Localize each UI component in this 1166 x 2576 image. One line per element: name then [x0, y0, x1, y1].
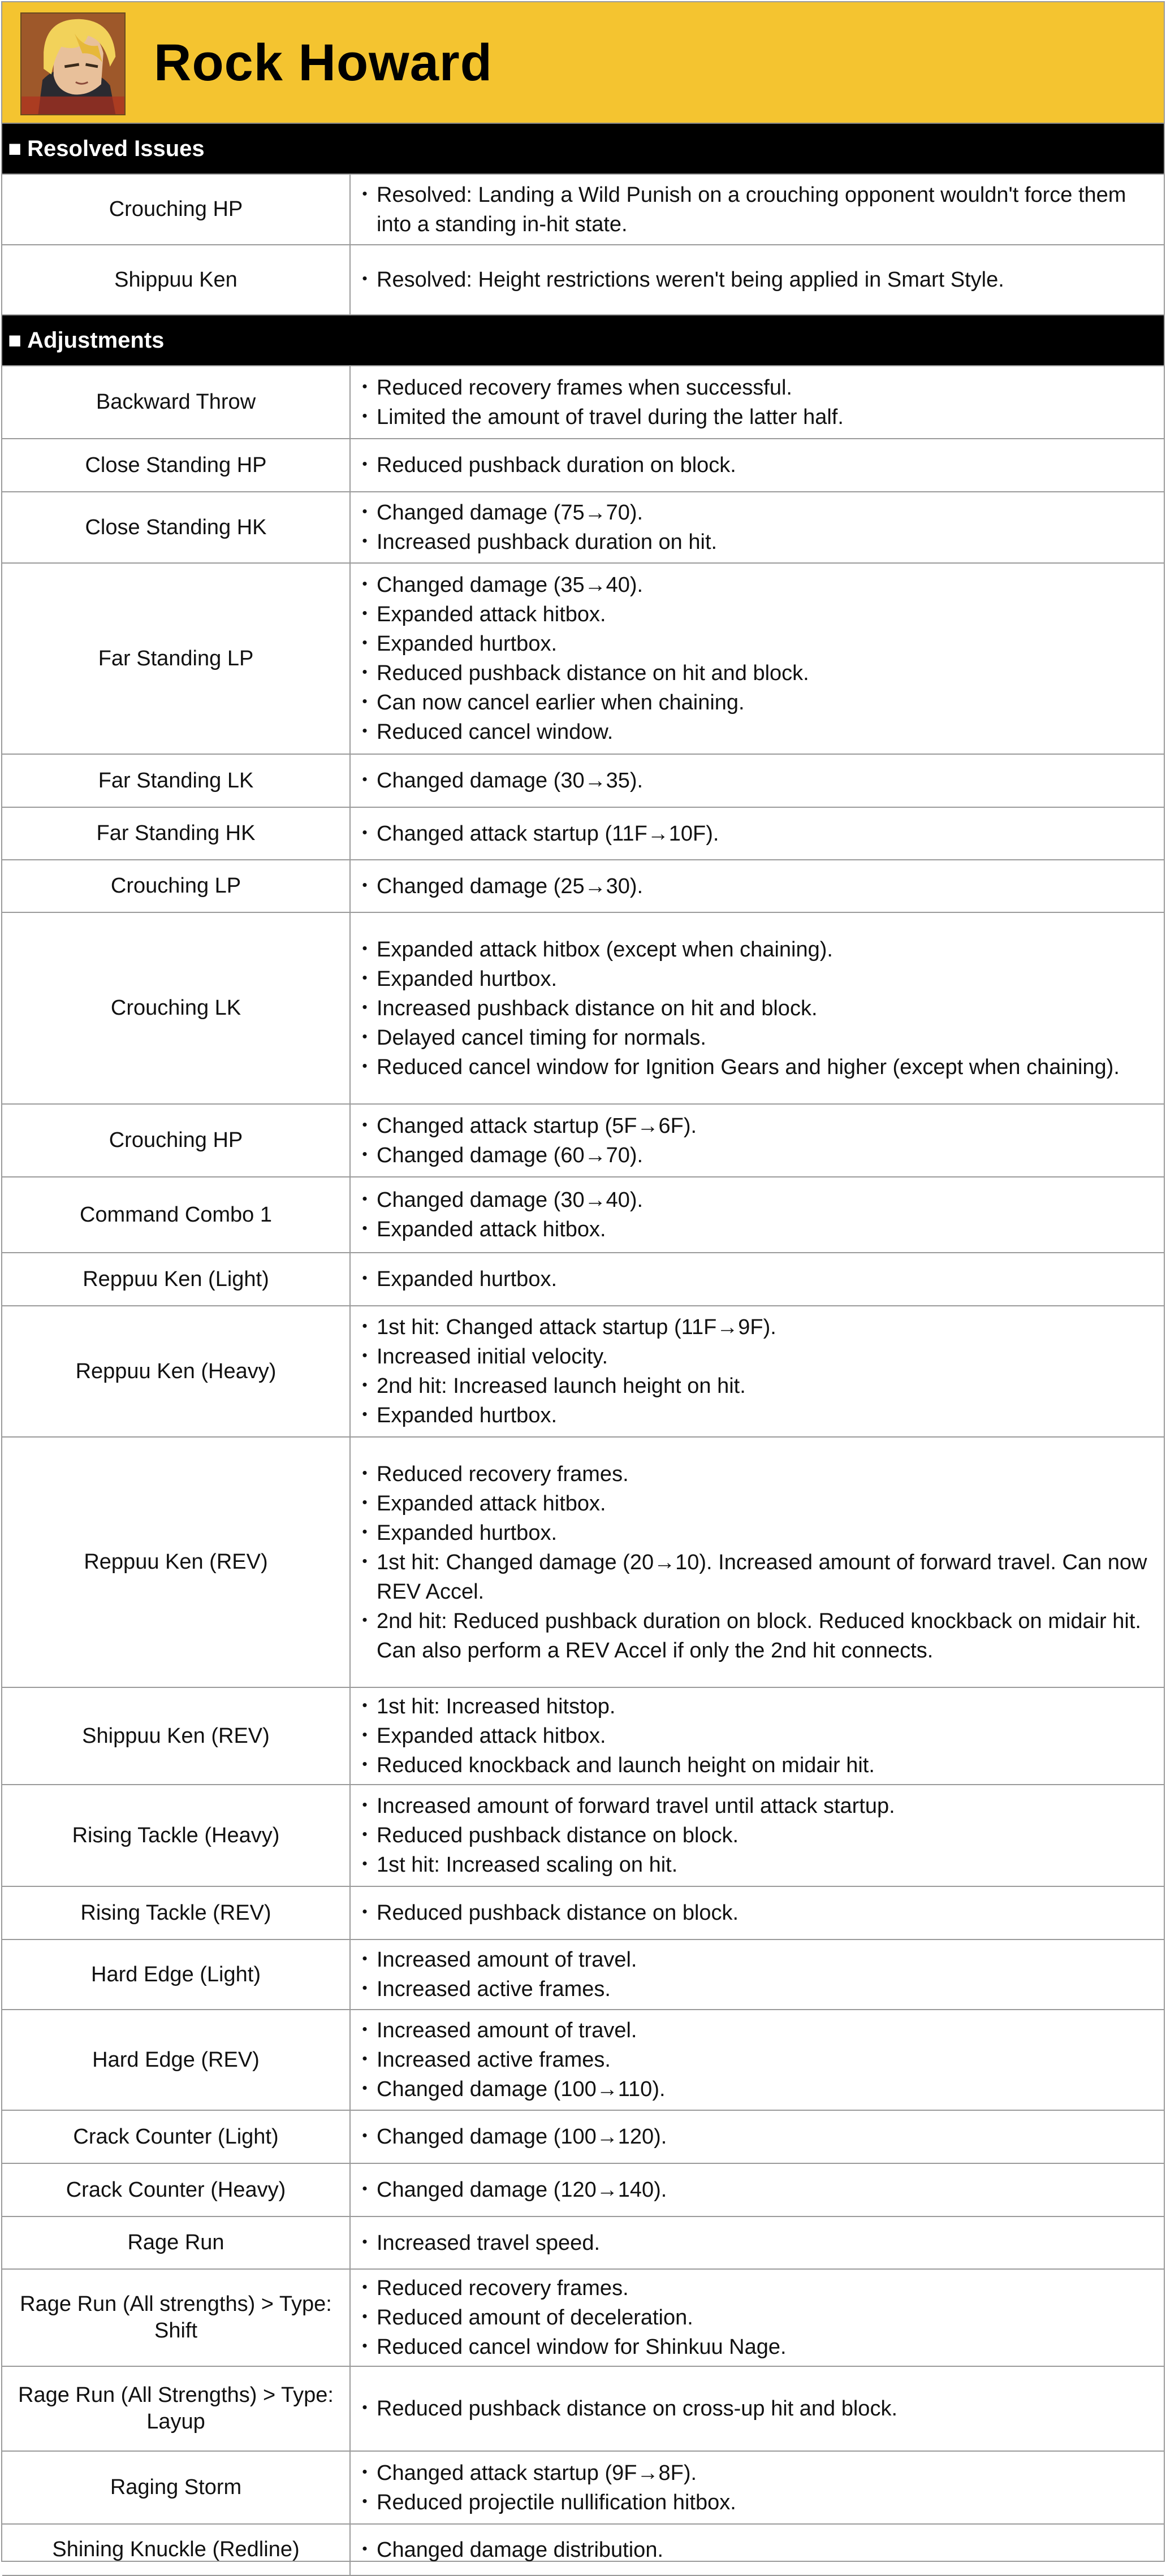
table-row	[2, 1785, 1164, 1887]
change-note: ・ Increased active frames.	[377, 1975, 1150, 2004]
move-name-cell: Shining Knuckle (Redline)	[2, 2525, 351, 2575]
change-notes-cell	[351, 913, 1164, 1103]
table-row	[2, 2452, 1164, 2525]
change-note: ・ Expanded attack hitbox (except when chaining).	[377, 935, 1150, 964]
change-notes-cell	[351, 1105, 1164, 1176]
character-name-title: Rock Howard	[154, 34, 493, 92]
table-row	[2, 439, 1164, 492]
move-name-cell: Shippuu Ken	[2, 245, 351, 314]
change-notes-cell	[351, 1785, 1164, 1886]
change-note: ・ Expanded hurtbox.	[377, 629, 1150, 659]
change-note: ・ Resolved: Height restrictions weren't being applied in Smart Style.	[377, 265, 1150, 295]
change-note: ・ 2nd hit: Increased launch height on hit.	[377, 1371, 1150, 1401]
change-notes-cell	[351, 1887, 1164, 1939]
change-note: ・ Increased travel speed.	[377, 2228, 1150, 2258]
change-note: ・ Changed damage (60→70).	[377, 1141, 1150, 1170]
move-name-cell: Hard Edge (Light)	[2, 1940, 351, 2009]
move-name-cell: Close Standing HK	[2, 492, 351, 562]
table-row	[2, 1177, 1164, 1253]
change-note: ・ 2nd hit: Reduced pushback duration on block. Reduced knockback on midair hit. Can also perform a REV Accel if only the 2nd hit connects.	[377, 1607, 1150, 1665]
change-note: ・ Expanded hurtbox.	[377, 1518, 1150, 1548]
change-note: ・ Increased pushback distance on hit and block.	[377, 994, 1150, 1023]
change-note: ・ Expanded attack hitbox.	[377, 1721, 1150, 1751]
move-name-cell: Backward Throw	[2, 366, 351, 438]
change-note: ・ Changed damage (25→30).	[377, 872, 1150, 901]
change-note: ・ Expanded attack hitbox.	[377, 1215, 1150, 1244]
change-note: ・ Reduced pushback distance on cross-up hit and block.	[377, 2394, 1150, 2423]
change-note: ・ Reduced cancel window for Ignition Gears and higher (except when chaining).	[377, 1053, 1150, 1082]
table-row	[2, 245, 1164, 315]
move-name-cell: Rage Run	[2, 2217, 351, 2268]
change-note: ・ Changed damage (120→140).	[377, 2175, 1150, 2205]
table-row	[2, 2270, 1164, 2367]
change-note: ・ Expanded hurtbox.	[377, 1401, 1150, 1430]
move-name-cell: Shippuu Ken (REV)	[2, 1688, 351, 1784]
table-row	[2, 564, 1164, 755]
change-notes-cell	[351, 2367, 1164, 2451]
change-note: ・ Increased active frames.	[377, 2045, 1150, 2075]
change-note: ・ Expanded hurtbox.	[377, 964, 1150, 994]
change-note: ・ Increased amount of travel.	[377, 1945, 1150, 1975]
move-name-cell: Rising Tackle (REV)	[2, 1887, 351, 1939]
table-row	[2, 755, 1164, 808]
change-note: ・ Reduced cancel window.	[377, 717, 1150, 747]
move-name-cell: Raging Storm	[2, 2452, 351, 2523]
move-name-cell: Command Combo 1	[2, 1177, 351, 1252]
change-note: ・ Changed damage distribution.	[377, 2535, 1150, 2565]
move-name-cell: Far Standing LK	[2, 755, 351, 807]
change-note: ・ Changed damage (75→70).	[377, 498, 1150, 527]
square-bullet-icon: ■	[8, 136, 22, 161]
move-name-cell: Crack Counter (Heavy)	[2, 2164, 351, 2216]
square-bullet-icon: ■	[8, 327, 22, 353]
change-note: ・ Reduced recovery frames.	[377, 2274, 1150, 2303]
change-note: ・ Changed attack startup (11F→10F).	[377, 819, 1150, 848]
change-note: ・ Changed damage (100→110).	[377, 2075, 1150, 2104]
patch-notes-table	[2, 124, 1164, 2576]
change-note: ・ Expanded attack hitbox.	[377, 1489, 1150, 1518]
change-note: ・ Resolved: Landing a Wild Punish on a crouching opponent wouldn't force them into a standing in-hit state.	[377, 180, 1150, 239]
change-note: ・ Reduced amount of deceleration.	[377, 2303, 1150, 2332]
change-notes-cell	[351, 564, 1164, 754]
change-note: ・ Reduced recovery frames.	[377, 1460, 1150, 1489]
move-name-cell: Reppuu Ken (Light)	[2, 1253, 351, 1305]
table-row	[2, 2111, 1164, 2164]
section-header	[2, 124, 1164, 175]
change-note: ・ Changed attack startup (9F→8F).	[377, 2458, 1150, 2488]
section-header	[2, 315, 1164, 366]
move-name-cell: Rage Run (All Strengths) > Type: Layup	[2, 2367, 351, 2451]
change-note: ・ Increased pushback duration on hit.	[377, 527, 1150, 557]
move-name-cell: Crack Counter (Light)	[2, 2111, 351, 2163]
table-row	[2, 1105, 1164, 1177]
patch-notes-page	[1, 1, 1165, 2562]
change-notes-cell	[351, 1177, 1164, 1252]
change-note: ・ Changed attack startup (5F→6F).	[377, 1111, 1150, 1141]
move-name-cell: Crouching HP	[2, 175, 351, 244]
change-notes-cell	[351, 1688, 1164, 1784]
change-notes-cell	[351, 1253, 1164, 1305]
table-row	[2, 2217, 1164, 2270]
change-notes-cell	[351, 2010, 1164, 2110]
table-row	[2, 1253, 1164, 1306]
section-title: Resolved Issues	[27, 136, 205, 161]
change-note: ・ Changed damage (35→40).	[377, 570, 1150, 600]
table-row	[2, 808, 1164, 860]
move-name-cell: Rage Run (All strengths) > Type: Shift	[2, 2270, 351, 2366]
section-title: Adjustments	[27, 327, 165, 353]
change-note: ・ Reduced pushback distance on block.	[377, 1821, 1150, 1850]
table-row	[2, 1688, 1164, 1785]
move-name-cell: Close Standing HP	[2, 439, 351, 491]
change-note: ・ 1st hit: Increased scaling on hit.	[377, 1850, 1150, 1880]
table-row	[2, 175, 1164, 245]
move-name-cell: Crouching LP	[2, 860, 351, 912]
change-note: ・ Reduced recovery frames when successful.	[377, 373, 1150, 402]
change-note: ・ Changed damage (30→40).	[377, 1185, 1150, 1215]
change-notes-cell	[351, 2164, 1164, 2216]
table-row	[2, 1438, 1164, 1688]
change-note: ・ 1st hit: Increased hitstop.	[377, 1692, 1150, 1721]
change-notes-cell	[351, 245, 1164, 314]
move-name-cell: Crouching HP	[2, 1105, 351, 1176]
change-notes-cell	[351, 1940, 1164, 2009]
change-note: ・ Reduced cancel window for Shinkuu Nage.	[377, 2332, 1150, 2362]
move-name-cell: Crouching LK	[2, 913, 351, 1103]
change-note: ・ Increased amount of forward travel until attack startup.	[377, 1791, 1150, 1821]
table-row	[2, 860, 1164, 913]
change-notes-cell	[351, 2452, 1164, 2523]
change-note: ・ 1st hit: Changed damage (20→10). Increased amount of forward travel. Can now REV Accel.	[377, 1548, 1150, 1607]
move-name-cell: Reppuu Ken (REV)	[2, 1438, 351, 1687]
change-note: ・ Limited the amount of travel during the latter half.	[377, 402, 1150, 432]
table-row	[2, 366, 1164, 439]
change-notes-cell	[351, 1306, 1164, 1436]
change-note: ・ Increased amount of travel.	[377, 2016, 1150, 2045]
change-notes-cell	[351, 175, 1164, 244]
change-note: ・ Expanded hurtbox.	[377, 1265, 1150, 1294]
change-note: ・ Changed damage (100→120).	[377, 2122, 1150, 2151]
change-note: ・ Increased initial velocity.	[377, 1342, 1150, 1371]
change-notes-cell	[351, 1438, 1164, 1687]
change-note: ・ Reduced pushback distance on block.	[377, 1898, 1150, 1928]
move-name-cell: Reppuu Ken (Heavy)	[2, 1306, 351, 1436]
table-row	[2, 913, 1164, 1105]
change-notes-cell	[351, 2217, 1164, 2268]
move-name-cell: Hard Edge (REV)	[2, 2010, 351, 2110]
character-portrait-image	[21, 14, 124, 114]
change-notes-cell	[351, 492, 1164, 562]
table-row	[2, 1306, 1164, 1438]
change-note: ・ Reduced pushback distance on hit and block.	[377, 659, 1150, 688]
change-note: ・ Delayed cancel timing for normals.	[377, 1023, 1150, 1053]
change-note: ・ Changed damage (30→35).	[377, 766, 1150, 795]
move-name-cell: Rising Tackle (Heavy)	[2, 1785, 351, 1886]
change-note: ・ Reduced knockback and launch height on midair hit.	[377, 1751, 1150, 1780]
table-row	[2, 1887, 1164, 1940]
change-note: ・ Can now cancel earlier when chaining.	[377, 688, 1150, 717]
change-notes-cell	[351, 366, 1164, 438]
change-notes-cell	[351, 2270, 1164, 2366]
change-note: ・ 1st hit: Changed attack startup (11F→9F).	[377, 1313, 1150, 1342]
table-row	[2, 2164, 1164, 2217]
character-portrait	[20, 12, 126, 115]
change-note: ・ Expanded attack hitbox.	[377, 600, 1150, 629]
change-note: ・ Reduced projectile nullification hitbox.	[377, 2488, 1150, 2517]
character-header	[2, 2, 1164, 124]
table-row	[2, 2525, 1164, 2576]
table-row	[2, 2367, 1164, 2452]
change-notes-cell	[351, 2111, 1164, 2163]
change-notes-cell	[351, 755, 1164, 807]
table-row	[2, 1940, 1164, 2010]
change-notes-cell	[351, 439, 1164, 491]
change-notes-cell	[351, 860, 1164, 912]
table-row	[2, 492, 1164, 564]
change-notes-cell	[351, 808, 1164, 859]
change-notes-cell	[351, 2525, 1164, 2575]
move-name-cell: Far Standing LP	[2, 564, 351, 754]
table-row	[2, 2010, 1164, 2111]
move-name-cell: Far Standing HK	[2, 808, 351, 859]
change-note: ・ Reduced pushback duration on block.	[377, 451, 1150, 480]
